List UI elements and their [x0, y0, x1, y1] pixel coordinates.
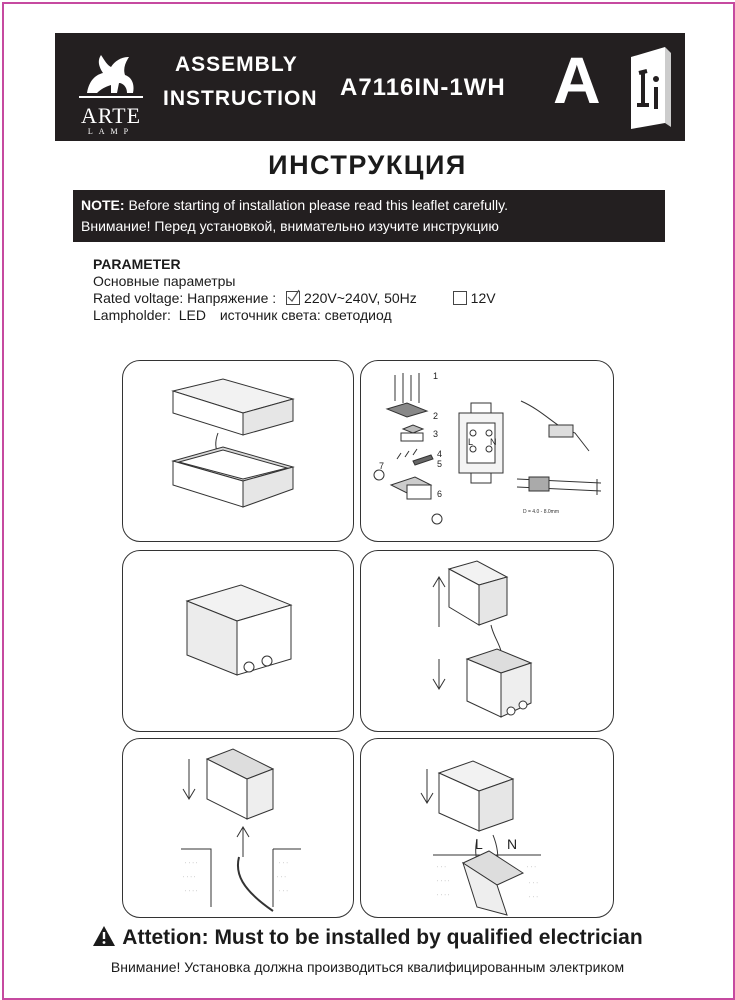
brand-name: ARTE [80, 103, 142, 128]
part-label-1: 1 [433, 371, 439, 381]
svg-text:˙ ˙ ˙: ˙ ˙ ˙ [527, 867, 537, 873]
part-label-4: 4 [437, 449, 443, 459]
warning-text-ru: Внимание! Установка должна производиться квалифицированным электриком [110, 959, 625, 975]
svg-text:˙ ˙ ˙: ˙ ˙ ˙ [529, 883, 539, 889]
svg-text:˙ ˙ ˙: ˙ ˙ ˙ [279, 863, 289, 869]
lampholder-row [93, 307, 496, 324]
griffin-icon [73, 47, 149, 103]
lampholder-label: Lampholder: [93, 307, 171, 323]
page-title: ИНСТРУКЦИЯ [268, 150, 467, 180]
step-panel-3 [122, 550, 354, 732]
part-label-7: 7 [379, 461, 385, 471]
part-label-6: 6 [437, 489, 443, 499]
svg-text:˙ ˙ ˙ ˙: ˙ ˙ ˙ ˙ [185, 863, 198, 869]
brand-logo [73, 47, 149, 136]
step-panel-6 [360, 738, 614, 918]
lamp-exploded-illustration [123, 361, 353, 541]
svg-text:˙ ˙ ˙ ˙: ˙ ˙ ˙ ˙ [185, 891, 198, 897]
lamp-assembled-illustration [123, 551, 353, 731]
step-panel-1 [122, 360, 354, 542]
class-letter: A [553, 43, 601, 117]
check-icon [286, 289, 300, 303]
lampholder-value: LED [178, 307, 206, 323]
note-text-en: Before starting of installation please read this leaflet carefully. [128, 197, 508, 213]
voltage-label: Rated voltage: Напряжение : [93, 290, 277, 306]
part-label-3: 3 [433, 429, 439, 439]
svg-text:˙ ˙ ˙ ˙: ˙ ˙ ˙ ˙ [183, 877, 196, 883]
model-number: A7116IN-1WH [340, 74, 506, 101]
warning-text-en: Attetion: Must to be installed by qualified electrician [122, 926, 643, 949]
voltage-220-checkbox [286, 291, 300, 305]
voltage-row [93, 290, 496, 307]
part-label-5: 5 [437, 459, 443, 469]
header-title-line1: ASSEMBLY [175, 53, 298, 76]
note-text-ru: Внимание! Перед установкой, внимательно изучите инструкцию [81, 218, 499, 234]
note-box [73, 190, 665, 242]
parameters-section [93, 256, 496, 324]
part-label-2: 2 [433, 411, 439, 421]
step-panel-5 [122, 738, 354, 918]
step-panel-2 [360, 360, 614, 542]
svg-text:˙ ˙ ˙: ˙ ˙ ˙ [529, 897, 539, 903]
open-box-illustration [361, 551, 613, 731]
parts-diagram [361, 361, 613, 541]
wire-neutral-label-small: N [490, 437, 497, 447]
svg-text:˙ ˙ ˙: ˙ ˙ ˙ [437, 867, 447, 873]
wire-live-label-small: L [468, 437, 474, 447]
header-banner [55, 33, 685, 141]
warning-banner [0, 925, 735, 950]
svg-text:˙ ˙ ˙ ˙: ˙ ˙ ˙ ˙ [437, 881, 450, 887]
box-install-illustration [123, 739, 353, 917]
wire-neutral-label: N [507, 836, 518, 852]
svg-text:˙ ˙ ˙: ˙ ˙ ˙ [279, 891, 289, 897]
header-title-line2: INSTRUCTION [163, 87, 318, 110]
lamp-install-illustration [361, 739, 613, 917]
voltage-option-12: 12V [470, 290, 496, 306]
parameters-heading: PARAMETER [93, 256, 181, 272]
svg-text:˙ ˙ ˙ ˙: ˙ ˙ ˙ ˙ [437, 895, 450, 901]
dimension-note: D = 4.0 - 8.0mm [523, 509, 559, 515]
wire-live-label: L [475, 836, 483, 852]
parameters-heading-ru: Основные параметры [93, 273, 236, 289]
manual-book-icon [625, 43, 675, 131]
note-label: NOTE: [81, 197, 125, 213]
brand-subtitle: LAMP [87, 127, 135, 136]
svg-text:˙ ˙ ˙: ˙ ˙ ˙ [277, 877, 287, 883]
voltage-12-checkbox [453, 291, 467, 305]
warning-triangle-icon [92, 925, 116, 947]
lampholder-ru: источник света: светодиод [219, 307, 392, 323]
step-panel-4 [360, 550, 614, 732]
voltage-option-220: 220V~240V, 50Hz [304, 290, 417, 306]
